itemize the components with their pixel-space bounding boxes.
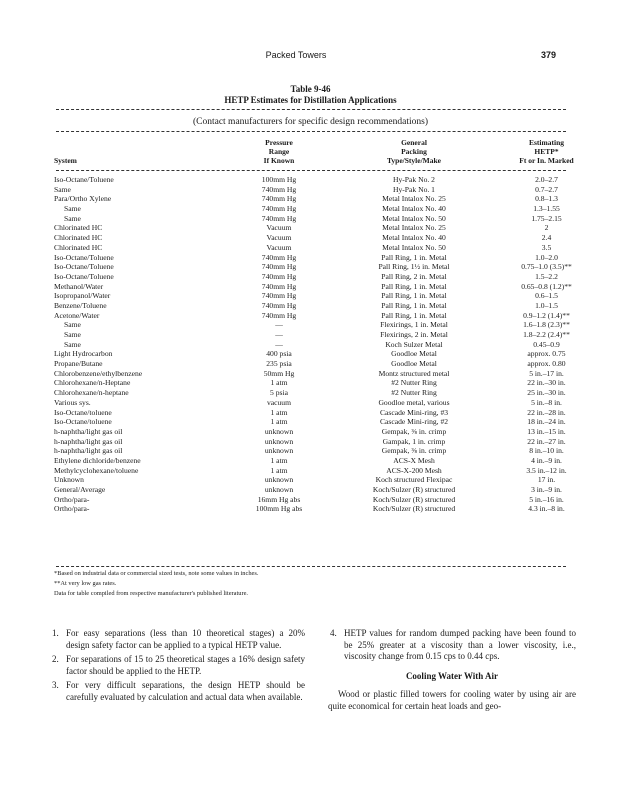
cell-packing: Gampak, 1 in. crimp <box>382 436 446 446</box>
cell-hetp: 25 in.–30 in. <box>527 388 566 398</box>
cell-hetp: 0.65–0.8 (1.2)** <box>521 281 572 291</box>
table-body <box>54 175 574 514</box>
body-column-right <box>328 628 576 713</box>
table-row <box>54 437 574 447</box>
cell-system: Benzene/Toluene <box>54 300 107 310</box>
cell-hetp: 1.3–1.55 <box>533 204 560 214</box>
cell-packing: Koch/Sulzer (R) structured <box>372 504 456 514</box>
cell-pressure: 235 psia <box>266 359 292 369</box>
cell-packing: #2 Nutter Ring <box>391 388 437 398</box>
cell-system: Chlorobenzene/ethylbenzene <box>54 368 143 378</box>
cell-system: Same <box>64 213 81 223</box>
table-row <box>54 301 574 311</box>
cell-packing: Pall Ring, 2 in. Metal <box>381 271 447 281</box>
cell-pressure: 740mm Hg <box>261 262 297 272</box>
table-row <box>54 272 574 282</box>
cell-hetp: 2.4 <box>541 233 552 243</box>
page-number: 379 <box>540 50 556 60</box>
cell-hetp: 22 in.–27 in. <box>527 436 566 446</box>
cell-pressure: 100mm Hg abs <box>255 504 303 514</box>
running-title: Packed Towers <box>265 50 327 60</box>
cell-hetp: approx. 0.75 <box>527 349 566 359</box>
cell-hetp: 0.7–2.7 <box>535 184 558 194</box>
cell-hetp: 22 in.–30 in. <box>527 378 566 388</box>
cell-packing: Pall Ring, 1 in. Metal <box>381 291 447 301</box>
table-row <box>54 291 574 301</box>
footnote-2: **At very low gas rates. <box>54 580 117 587</box>
cell-hetp: 5 in.–17 in. <box>529 368 564 378</box>
cell-packing: Goodloe metal, various <box>378 397 450 407</box>
cell-pressure: 740mm Hg <box>261 271 297 281</box>
cell-system: Light Hydrocarbon <box>54 349 113 359</box>
rule-top <box>56 109 566 110</box>
table-row <box>54 388 574 398</box>
cell-packing: Flexirings, 2 in. Metal <box>380 330 448 339</box>
cell-hetp: 1.75–2.15 <box>531 213 562 223</box>
column-header-system: System <box>54 156 77 165</box>
table-number: Table 9-46 <box>290 84 331 94</box>
cell-pressure: 1 atm <box>270 455 288 465</box>
cell-system: Chlorinated HC <box>54 223 103 233</box>
cell-system: Ortho/para- <box>54 494 90 504</box>
rule-bottom <box>56 566 566 567</box>
cell-hetp: 13 in.–15 in. <box>527 426 566 436</box>
cell-packing: Koch structured Flexipac <box>375 475 453 485</box>
table-row <box>54 408 574 418</box>
footnote-3: Data for table compiled from respective manufacturer's published literature. <box>54 590 249 597</box>
table-row <box>54 223 574 233</box>
cell-hetp: approx. 0.80 <box>527 359 566 369</box>
cell-hetp: 17 in. <box>537 475 556 485</box>
list-item: 2. For separations of 15 to 25 theoretical stages a 16% design safety factor should be applied to the HETP. <box>52 654 305 676</box>
table-row <box>54 194 574 204</box>
cell-packing: Metal Intalox No. 40 <box>382 233 446 243</box>
section-heading: Cooling Water With Air <box>405 670 499 681</box>
table-row <box>54 427 574 437</box>
cell-system: Para/Ortho Xylene <box>54 194 112 204</box>
cell-system: Iso-Octane/Toluene <box>54 271 114 281</box>
cell-pressure: 740mm Hg <box>261 252 297 262</box>
cell-pressure: — <box>275 339 283 349</box>
table-row <box>54 233 574 243</box>
cell-pressure: vacuum <box>266 397 292 407</box>
column-header-packing: General Packing Type/Style/Make <box>386 138 442 165</box>
cell-packing: Koch/Sulzer (R) structured <box>372 485 456 494</box>
cell-packing: Cascade Mini-ring, #2 <box>379 417 449 427</box>
table-row <box>54 466 574 476</box>
cell-pressure: 100mm Hg <box>261 175 297 184</box>
cell-packing: Goodloe Metal <box>391 359 437 369</box>
footnote-1: *Based on industrial data or commercial sized tests, note some values in inches. <box>54 570 259 577</box>
table-row <box>54 378 574 388</box>
cell-system: Iso-Octane/toluene <box>54 407 112 417</box>
cell-packing: Gempak, ⅜ in. crimp <box>381 426 447 436</box>
cell-hetp: 0.75–1.0 (3.5)** <box>521 262 572 272</box>
table-row <box>54 398 574 408</box>
cell-system: Ethylene dichloride/benzene <box>54 455 141 465</box>
table-row <box>54 175 574 185</box>
table-row <box>54 311 574 321</box>
cell-pressure: 740mm Hg <box>261 204 297 214</box>
cell-hetp: 1.0–1.5 <box>535 300 558 310</box>
cell-hetp: 4.3 in.–8 in. <box>528 504 565 514</box>
table-row <box>54 495 574 505</box>
cell-hetp: 0.9–1.2 (1.4)** <box>523 310 570 320</box>
table-row <box>54 369 574 379</box>
cell-system: Chlorohexane/n-heptane <box>54 388 129 398</box>
body-column-left <box>50 628 305 707</box>
table-caption <box>0 84 621 106</box>
table-row <box>54 320 574 330</box>
cell-packing: Gempak, ⅜ in. crimp <box>381 446 447 456</box>
table-row <box>54 214 574 224</box>
cell-packing: Montz structured metal <box>378 368 450 378</box>
cell-pressure: 1 atm <box>270 378 288 388</box>
table-row <box>54 475 574 485</box>
cell-system: Chlorinated HC <box>54 233 103 243</box>
cell-packing: ACS-X Mesh <box>393 455 435 465</box>
cell-system: Propane/Butane <box>54 359 103 369</box>
cell-pressure: 740mm Hg <box>261 184 297 194</box>
body-paragraph: Wood or plastic filled towers for cooling water by using air are quite economical for certain heat loads and geo- <box>328 689 576 711</box>
cell-hetp: 2.0–2.7 <box>535 175 558 184</box>
cell-packing: Flexirings, 1 in. Metal <box>380 320 448 330</box>
cell-pressure: — <box>275 330 283 339</box>
cell-hetp: 2 <box>544 223 549 233</box>
cell-hetp: 1.0–2.0 <box>535 252 558 262</box>
cell-packing: Metal Intalox No. 25 <box>382 223 446 233</box>
list-item: 1. For easy separations (less than 10 theoretical stages) a 20% design safety factor can be applied to a typical HETP value. <box>52 628 305 650</box>
cell-hetp: 3.5 <box>541 242 552 252</box>
cell-packing: Pall Ring, 1 in. Metal <box>381 310 447 320</box>
cell-pressure: Vacuum <box>266 223 292 233</box>
cell-system: Same <box>64 339 81 349</box>
cell-system: Chlorohexane/n-Heptane <box>54 378 131 388</box>
cell-hetp: 1.8–2.2 (2.4)** <box>523 330 570 339</box>
cell-hetp: 5 in.–16 in. <box>529 494 564 504</box>
cell-packing: Cascade Mini-ring, #3 <box>379 407 449 417</box>
cell-pressure: Vacuum <box>266 233 292 243</box>
cell-hetp: 3 in.–9 in. <box>531 485 562 494</box>
cell-system: Methanol/Water <box>54 281 104 291</box>
cell-system: Iso-Octane/Toluene <box>54 175 114 184</box>
table-row <box>54 359 574 369</box>
cell-packing: Koch Sulzer Metal <box>385 339 443 349</box>
table-row <box>54 262 574 272</box>
cell-pressure: Vacuum <box>266 242 292 252</box>
cell-system: Iso-Octane/Toluene <box>54 262 114 272</box>
cell-system: Unknown <box>54 475 84 485</box>
column-header-hetp: Estimating HETP* Ft or In. Marked <box>519 138 574 165</box>
list-item: 4. HETP values for random dumped packing have been found to be 25% greater at a viscosity than a lower viscosity, i.e., viscosity change from 0.15 cps to 0.44 cps. <box>330 628 576 662</box>
cell-system: Same <box>64 204 81 214</box>
cell-pressure: unknown <box>264 446 294 456</box>
cell-hetp: 1.5–2.2 <box>535 271 558 281</box>
cell-pressure: unknown <box>264 436 294 446</box>
cell-system: Iso-Octane/Toluene <box>54 252 114 262</box>
cell-system: Same <box>64 320 81 330</box>
cell-packing: Hy-Pak No. 2 <box>393 175 435 184</box>
cell-system: h-naphtha/light gas oil <box>54 426 123 436</box>
cell-pressure: unknown <box>264 426 294 436</box>
cell-system: Same <box>64 330 81 339</box>
cell-system: Chlorinated HC <box>54 242 103 252</box>
cell-hetp: 0.6–1.5 <box>535 291 558 301</box>
table-row <box>54 282 574 292</box>
table-row <box>54 330 574 340</box>
table-row <box>54 349 574 359</box>
cell-hetp: 1.6–1.8 (2.3)** <box>523 320 570 330</box>
cell-hetp: 3.5 in.–12 in. <box>526 465 567 475</box>
cell-hetp: 0.45–0.9 <box>533 339 560 349</box>
cell-pressure: 740mm Hg <box>261 310 297 320</box>
cell-packing: #2 Nutter Ring <box>391 378 437 388</box>
table-row <box>54 243 574 253</box>
table-row <box>54 417 574 427</box>
cell-packing: ACS-X-200 Mesh <box>386 465 442 475</box>
cell-packing: Pall Ring, 1 in. Metal <box>381 252 447 262</box>
cell-hetp: 8 in.–10 in. <box>529 446 564 456</box>
cell-system: Ortho/para- <box>54 504 90 514</box>
cell-pressure: unknown <box>264 475 294 485</box>
cell-pressure: 1 atm <box>270 465 288 475</box>
rule-under-headers <box>56 170 566 171</box>
table-row <box>54 185 574 195</box>
cell-packing: Hy-Pak No. 1 <box>393 184 435 194</box>
cell-pressure: unknown <box>264 485 294 494</box>
cell-system: h-naphtha/light gas oil <box>54 436 123 446</box>
cell-pressure: 400 psia <box>266 349 292 359</box>
cell-system: Various sys. <box>54 397 91 407</box>
cell-pressure: 740mm Hg <box>261 300 297 310</box>
cell-system: Methylcyclohexane/toluene <box>54 465 139 475</box>
cell-hetp: 0.8–1.3 <box>535 194 558 204</box>
cell-packing: Pall Ring, 1 in. Metal <box>381 300 447 310</box>
cell-packing: Pall Ring, 1½ in. Metal <box>378 262 450 272</box>
cell-packing: Koch/Sulzer (R) structured <box>372 494 456 504</box>
cell-system: Isopropanol/Water <box>54 291 111 301</box>
cell-pressure: 740mm Hg <box>261 281 297 291</box>
cell-pressure: 5 psia <box>270 388 288 398</box>
rule-under-note <box>56 131 566 132</box>
cell-pressure: 740mm Hg <box>261 194 297 204</box>
cell-pressure: 740mm Hg <box>261 213 297 223</box>
table-row <box>54 446 574 456</box>
cell-packing: Pall Ring, 1 in. Metal <box>381 281 447 291</box>
cell-pressure: 1 atm <box>270 417 288 427</box>
cell-packing: Metal Intalox No. 40 <box>382 204 446 214</box>
table-row <box>54 485 574 495</box>
cell-hetp: 5 in.–8 in. <box>531 397 562 407</box>
cell-pressure: 740mm Hg <box>261 291 297 301</box>
cell-system: General/Average <box>54 485 106 494</box>
cell-packing: Goodloe Metal <box>391 349 437 359</box>
cell-pressure: 1 atm <box>270 407 288 417</box>
column-header-pressure: Pressure Range If Known <box>263 138 295 165</box>
cell-pressure: — <box>275 320 283 330</box>
cell-hetp: 22 in.–28 in. <box>527 407 566 417</box>
cell-pressure: 50mm Hg <box>263 368 295 378</box>
table-title: HETP Estimates for Distillation Applications <box>224 95 397 105</box>
table-footnotes <box>54 569 258 599</box>
cell-system: Iso-Octane/toluene <box>54 417 112 427</box>
cell-pressure: 16mm Hg abs <box>257 494 301 504</box>
table-row <box>54 340 574 350</box>
table-note: (Contact manufacturers for specific design recommendations) <box>192 117 429 127</box>
cell-system: Same <box>54 184 71 194</box>
cell-system: h-naphtha/light gas oil <box>54 446 123 456</box>
table-row <box>54 456 574 466</box>
cell-hetp: 18 in.–24 in. <box>527 417 566 427</box>
table-row <box>54 204 574 214</box>
cell-packing: Metal Intalox No. 50 <box>382 242 446 252</box>
list-item: 3. For very difficult separations, the design HETP should be carefully evaluated by calculation and actual data when available. <box>52 680 305 702</box>
table-row <box>54 253 574 263</box>
cell-packing: Metal Intalox No. 50 <box>382 213 446 223</box>
cell-packing: Metal Intalox No. 25 <box>382 194 446 204</box>
table-row <box>54 504 574 514</box>
cell-hetp: 4 in.–9 in. <box>531 455 562 465</box>
cell-system: Acetone/Water <box>54 310 100 320</box>
